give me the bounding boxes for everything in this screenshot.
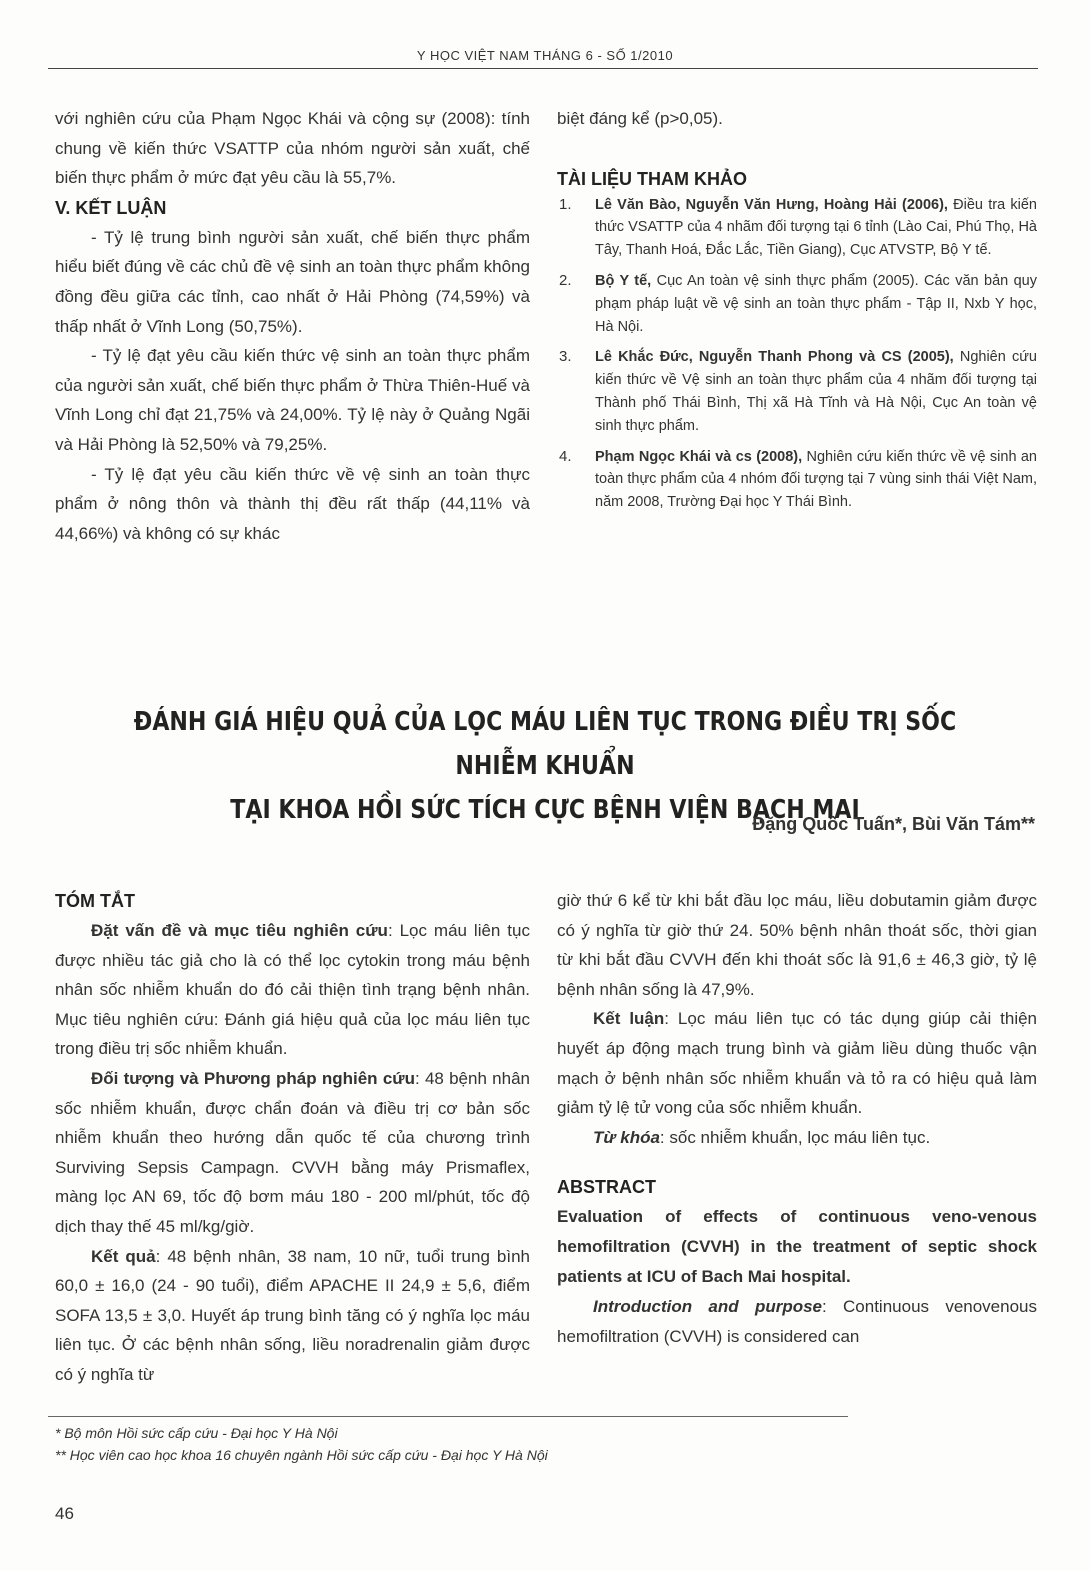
background-paragraph	[55, 916, 530, 1064]
conclusion-item: - Tỷ lệ đạt yêu cầu kiến thức về vệ sinh an toàn thực phẩm ở nông thôn và thành thị đều rất thấp (44,11% và 44,66%) và không có sự khác	[55, 464, 530, 543]
reference-item	[557, 446, 1037, 514]
results-paragraph	[55, 1242, 530, 1390]
conclusion-item: - Tỷ lệ đạt yêu cầu kiến thức vệ sinh an toàn thực phẩm của người sản xuất, chế biến thực phẩm ở Thừa Thiên-Huế và Vĩnh Long chỉ đạt 21,75% và 24,00%. Tỷ lệ này ở Quảng Ngãi và Hải Phòng là 52,50% và 79,25%.	[55, 346, 530, 454]
footnote-rule	[48, 1416, 848, 1417]
keywords-paragraph	[557, 1123, 1037, 1153]
conclusion-paragraph	[557, 1004, 1037, 1122]
header-rule	[48, 68, 1038, 69]
conclusion-heading: V. KẾT LUẬN	[55, 197, 167, 218]
abstract-heading: ABSTRACT	[557, 1177, 656, 1198]
methods-label: Đối tượng và Phương pháp nghiên cứu	[91, 1068, 415, 1088]
background-text: : Lọc máu liên tục được nhiều tác giả cho là có thể lọc cytokin trong máu bệnh nhân sốc nhiễm khuẩn do đó cải thiện tình trạng bệnh nhân. Mục tiêu nghiên cứu: Đánh giá hiệu quả của lọc máu liên tục trong điều trị sốc nhiễm khuẩn.	[55, 921, 530, 1059]
reference-item	[557, 270, 1037, 338]
conclusion-text: : Lọc máu liên tục có tác dụng giúp cải thiện huyết áp động mạch trung bình và giảm liều dùng thuốc vận mạch ở bệnh nhân sốc nhiễm khuẩn và tỏ ra có hiệu quả làm giảm tỷ lệ tử vong của sốc nhiễm khuẩn.	[557, 1009, 1038, 1118]
reference-text: Nghiên cứu kiến thức về Vệ sinh an toàn thực phẩm của 4 nhãm đối tượng tại Thành phố Thái Bình, Thị xã Hà Tĩnh và Hà Nội, Cục An toàn vệ sinh thực phẩm.	[595, 349, 1037, 434]
results-text: : 48 bệnh nhân, 38 nam, 10 nữ, tuổi trung bình 60,0 ± 16,0 (24 - 90 tuổi), điểm APACHE II 24,9 ± 5,6, điểm SOFA 13,5 ± 3,0. Huyết áp trung bình tăng có ý nghĩa lọc máu liên tục. Ở các bệnh nhân sống, liều noradrenalin giảm được có ý nghĩa từ	[55, 1246, 531, 1384]
reference-item	[557, 194, 1037, 262]
article-left-column	[55, 886, 530, 1390]
reference-item	[557, 346, 1037, 437]
article-authors: Đặng Quốc Tuấn*, Bùi Văn Tám**	[752, 814, 1035, 834]
article-title-line-1: ĐÁNH GIÁ HIỆU QUẢ CỦA LỌC MÁU LIÊN TỤC TRONG ĐIỀU TRỊ SỐC NHIỄM KHUẨN	[133, 707, 957, 781]
reference-text: Điều tra kiến thức VSATTP của 4 nhãm đối tượng tại 6 tỉnh (Lào Cai, Phú Thọ, Hà Tây, Thanh Hoá, Đắc Lắc, Tiền Giang), Cục ATVSTP, Bộ Y tế.	[595, 196, 1037, 259]
prev-paragraph: với nghiên cứu của Phạm Ngọc Khái và cộng sự (2008): tính chung về kiến thức VSATTP của nhóm người sản xuất, chế biến thực phẩm ở mức đạt yêu cầu là 55,7%.	[55, 109, 530, 188]
reference-number: 2.	[559, 271, 572, 289]
reference-list	[557, 194, 1037, 514]
page-number: 46	[55, 1504, 74, 1523]
reference-authors: Bộ Y tế,	[595, 272, 652, 289]
reference-authors: Lê Văn Bào, Nguyễn Văn Hưng, Hoàng Hải (2006),	[595, 196, 948, 213]
reference-authors: Phạm Ngọc Khái và cs (2008),	[595, 448, 803, 465]
abstract-title: Evaluation of effects of continuous veno-venous hemofiltration (CVVH) in the treatment of septic shock patients at ICU of Bach Mai hospital.	[557, 1207, 1037, 1287]
introduction-paragraph	[557, 1292, 1037, 1351]
introduction-text: : Continuous venovenous hemofiltration (CVVH) is considered can	[557, 1297, 1037, 1346]
footnote: ** Học viên cao học khoa 16 chuyên ngành Hồi sức cấp cứu - Đại học Y Hà Nội	[55, 1447, 548, 1463]
prev-continuation: biệt đáng kể (p>0,05).	[557, 109, 723, 128]
keywords-text: : sốc nhiễm khuẩn, lọc máu liên tục.	[659, 1127, 931, 1147]
methods-text: : 48 bệnh nhân sốc nhiễm khuẩn, được chẩn đoán và điều trị cơ bản sốc nhiễm khuẩn theo hướng dẫn quốc tế của chương trình Surviving Sepsis Campagn. CVVH bằng máy Prismaflex, màng lọc AN 69, tốc độ bơm máu 180 - 200 ml/phút, tốc độ dịch thay thế 45 ml/kg/giờ.	[55, 1068, 530, 1236]
reference-text: Cục An toàn vệ sinh thực phẩm (2005). Các văn bản quy phạm pháp luật về vệ sinh an toàn thực phẩm - Tập II, Nxb Y học, Hà Nội.	[595, 272, 1037, 335]
results-continuation: giờ thứ 6 kể từ khi bắt đầu lọc máu, liều dobutamin giảm được có ý nghĩa từ giờ thứ 24. 50% bệnh nhân thoát sốc, thời gian từ khi bắt đầu CVVH đến khi thoát sốc là 91,6 ± 46,3 giờ, tỷ lệ bệnh nhân sống là 47,9%.	[557, 891, 1037, 999]
article-title	[116, 700, 975, 832]
prev-article-left-column	[55, 104, 530, 548]
methods-paragraph	[55, 1064, 530, 1242]
keywords-label: Từ khóa	[593, 1127, 660, 1147]
article-title-line-2: TẠI KHOA HỒI SỨC TÍCH CỰC BỆNH VIỆN BẠCH MAI	[230, 795, 860, 825]
article-right-column	[557, 886, 1037, 1352]
conclusion-label: Kết luận	[593, 1009, 665, 1029]
reference-authors: Lê Khắc Đức, Nguyễn Thanh Phong và CS (2005),	[595, 349, 954, 366]
running-head: Y HỌC VIỆT NAM THÁNG 6 - SỐ 1/2010	[416, 48, 674, 63]
reference-number: 3.	[559, 348, 572, 366]
reference-number: 1.	[559, 195, 572, 213]
results-label: Kết quả	[91, 1246, 156, 1266]
reference-number: 4.	[559, 447, 572, 465]
conclusion-item: - Tỷ lệ trung bình người sản xuất, chế biến thực phẩm hiểu biết đúng về các chủ đề vệ sinh an toàn thực phẩm không đồng đều giữa các tỉnh, cao nhất ở Hải Phòng (74,59%) và thấp nhất ở Vĩnh Long (50,75%).	[55, 227, 530, 336]
summary-heading: TÓM TẮT	[55, 891, 135, 911]
footnote: * Bộ môn Hồi sức cấp cứu - Đại học Y Hà Nội	[55, 1425, 338, 1441]
footnotes	[55, 1422, 548, 1466]
introduction-label: Introduction and purpose	[593, 1297, 823, 1317]
reference-text: Nghiên cứu kiến thức về vệ sinh an toàn thực phẩm của 4 nhóm đối tượng tại 7 vùng sinh thái Việt Nam, năm 2008, Trường Đại học Y Thái Bình.	[595, 448, 1037, 511]
background-label: Đặt vấn đề và mục tiêu nghiên cứu	[91, 921, 388, 940]
references-heading: TÀI LIỆU THAM KHẢO	[557, 168, 747, 189]
prev-article-right-column	[557, 104, 1037, 522]
